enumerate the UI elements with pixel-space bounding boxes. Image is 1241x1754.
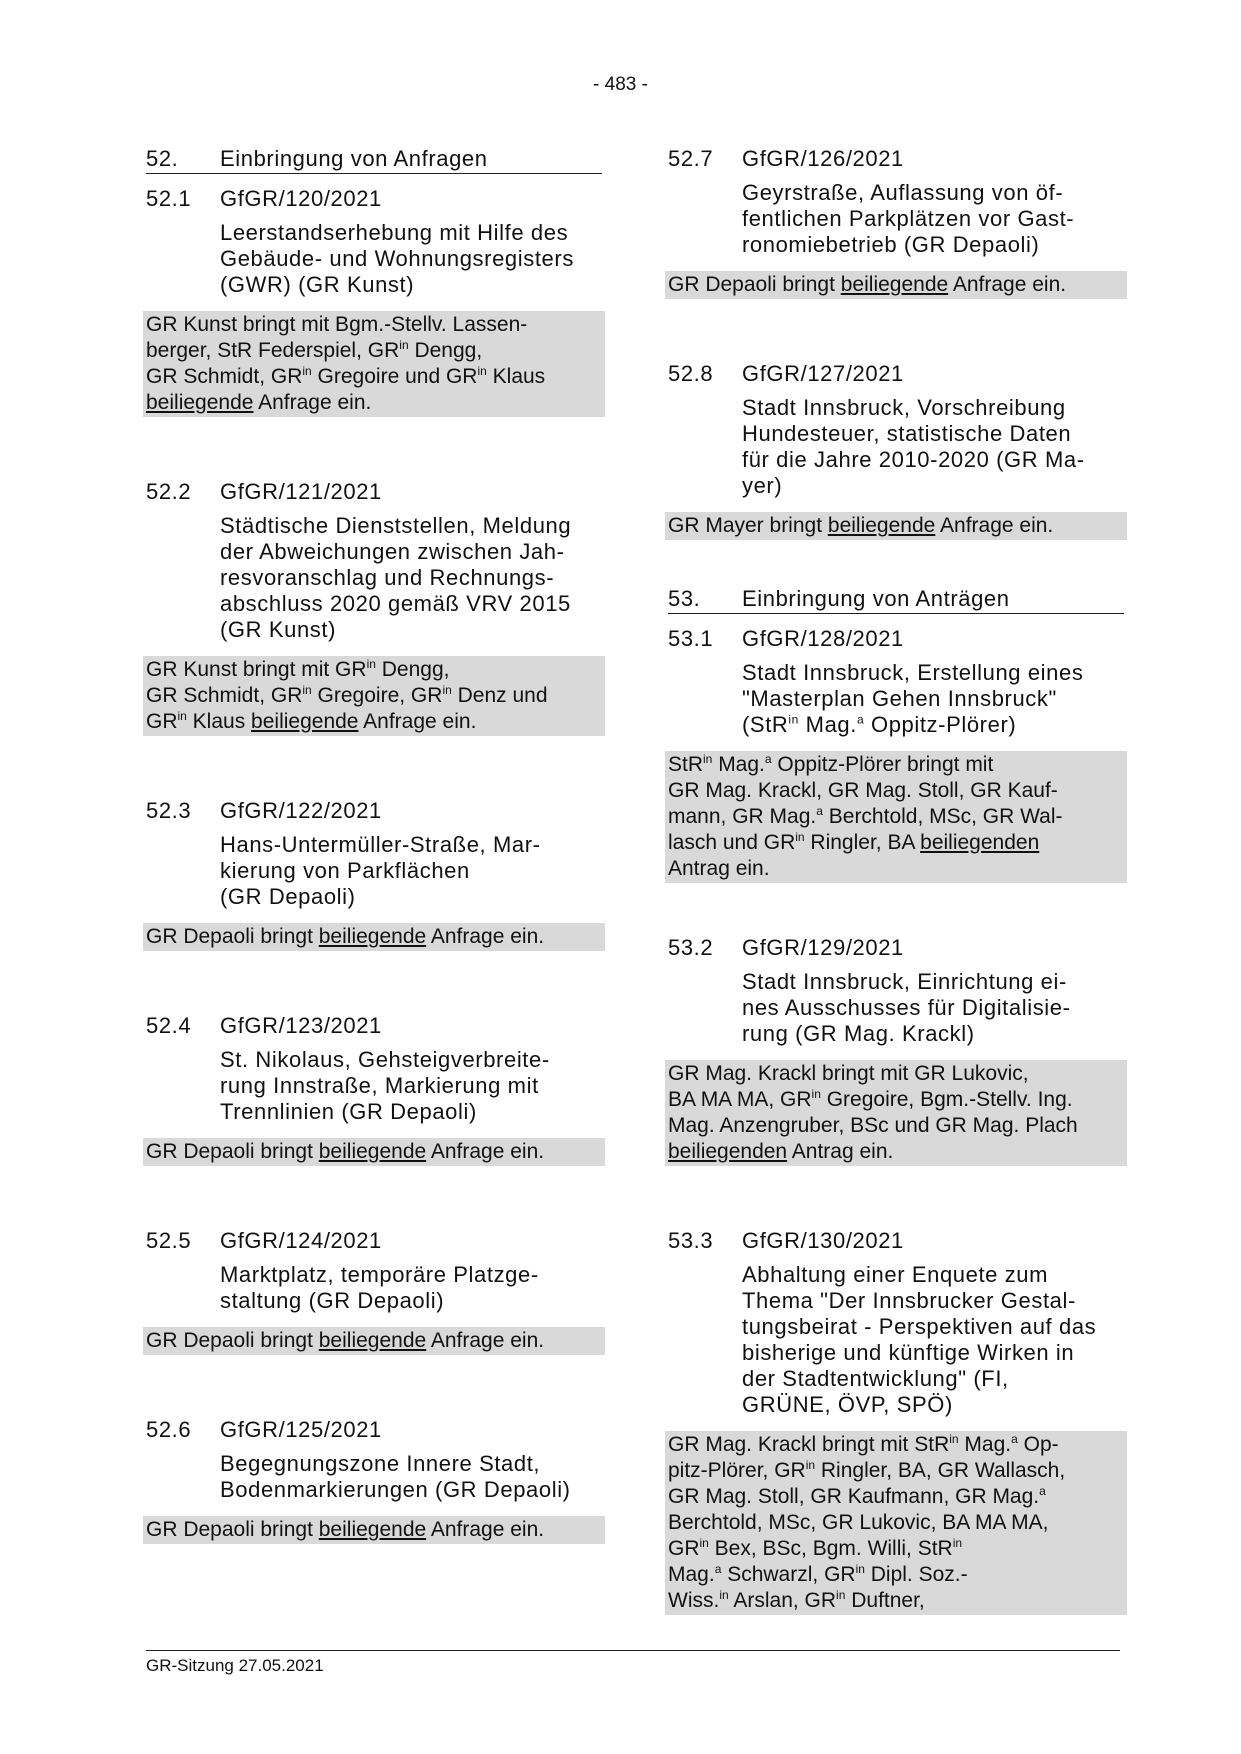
motion-box: GR Mayer bringt beiliegende Anfrage ein. xyxy=(665,512,1127,540)
title-line: (GWR) (GR Kunst) xyxy=(220,272,415,297)
box-line: GR Mag. Stoll, GR Kaufmann, GR Mag.$^a$ xyxy=(668,1484,1046,1508)
item-number: 53.1 xyxy=(668,626,714,651)
item-title xyxy=(220,832,602,910)
box-line: Wiss.$^{in}$ Arslan, $GR^{in}$ Duftner, xyxy=(668,1588,925,1612)
underlined-text: beiliegenden xyxy=(668,1140,788,1163)
agenda-item-52-2 xyxy=(146,479,602,736)
underlined-text: beiliegende xyxy=(251,710,359,733)
title-line: Thema "Der Innsbrucker Gestal- xyxy=(742,1288,1076,1313)
agenda-item-52-5 xyxy=(146,1228,602,1355)
motion-box xyxy=(665,1431,1127,1615)
right-column xyxy=(668,146,1124,1615)
item-reference: GfGR/125/2021 xyxy=(220,1417,382,1442)
section-heading-52 xyxy=(146,146,602,174)
title-line: Gebäude- und Wohnungsregisters xyxy=(220,246,574,271)
underlined-text: beiliegende xyxy=(146,391,254,414)
item-reference: GfGR/129/2021 xyxy=(742,935,904,960)
box-line: GR Mag. Krackl, GR Mag. Stoll, GR Kauf- xyxy=(668,779,1058,802)
item-title xyxy=(742,180,1124,258)
motion-box: GR Depaoli bringt beiliegende Anfrage ein. xyxy=(143,1516,605,1544)
title-line: GRÜNE, ÖVP, SPÖ) xyxy=(742,1392,953,1417)
title-line: tungsbeirat - Perspektiven auf das xyxy=(742,1314,1097,1339)
agenda-item-52-8 xyxy=(668,361,1124,540)
title-line: abschluss 2020 gemäß VRV 2015 xyxy=(220,591,571,616)
agenda-item-52-3 xyxy=(146,798,602,951)
item-number: 52.1 xyxy=(146,186,192,211)
item-reference: GfGR/121/2021 xyxy=(220,479,382,504)
box-line: GR Kunst bringt mit Bgm.-Stellv. Lassen- xyxy=(146,313,528,336)
motion-box xyxy=(143,311,605,417)
item-number: 52.2 xyxy=(146,479,192,504)
item-title xyxy=(742,660,1124,738)
item-title xyxy=(220,1262,602,1314)
item-number: 53.3 xyxy=(668,1228,714,1253)
item-title xyxy=(220,513,602,643)
underlined-text: beiliegende xyxy=(318,1140,427,1163)
item-reference: GfGR/124/2021 xyxy=(220,1228,382,1253)
box-line: $GR^{in}$ Klaus beiliegende Anfrage ein. xyxy=(146,709,477,733)
title-line: der Stadtentwicklung" (FI, xyxy=(742,1366,1009,1391)
box-line: Mag.$^a$ Schwarzl, $GR^{in}$ Dipl. Soz.- xyxy=(668,1562,968,1586)
agenda-item-53-1 xyxy=(668,626,1124,883)
box-line: GR Schmidt, $GR^{in}$ Gregoire und $GR^{in}$ Klaus xyxy=(146,364,546,388)
title-line: bisherige und künftige Wirken in xyxy=(742,1340,1075,1365)
box-line: berger, StR Federspiel, $GR^{in}$ Dengg, xyxy=(146,338,483,362)
title-line: (GR Depaoli) xyxy=(220,884,356,909)
section-number: 52. xyxy=(146,146,179,171)
box-line: Mag. Anzengruber, BSc und GR Mag. Plach xyxy=(668,1114,1078,1137)
agenda-item-52-4 xyxy=(146,1013,602,1166)
box-line: GR Schmidt, $GR^{in}$ Gregoire, $GR^{in}$ Denz und xyxy=(146,683,548,707)
box-line: mann, GR Mag.$^a$ Berchtold, MSc, GR Wal- xyxy=(668,804,1063,828)
title-line: Hans-Untermüller-Straße, Mar- xyxy=(220,832,541,857)
title-line: Städtische Dienststellen, Meldung xyxy=(220,513,572,538)
item-reference: GfGR/120/2021 xyxy=(220,186,382,211)
agenda-item-53-3 xyxy=(668,1228,1124,1615)
title-line: (GR Kunst) xyxy=(220,617,337,642)
title-line: der Abweichungen zwischen Jah- xyxy=(220,539,565,564)
title-line: yer) xyxy=(742,473,783,498)
box-line: Antrag ein. xyxy=(668,857,770,880)
section-title: Einbringung von Anfragen xyxy=(220,146,488,171)
title-line: rung (GR Mag. Krackl) xyxy=(742,1021,975,1046)
title-line: für die Jahre 2010-2020 (GR Ma- xyxy=(742,447,1085,472)
box-line: lasch und $GR^{in}$ Ringler, BA beiliegenden xyxy=(668,830,1040,854)
title-line: Stadt Innsbruck, Einrichtung ei- xyxy=(742,969,1067,994)
box-line: BA MA MA, $GR^{in}$ Gregoire, Bgm.-Stellv. Ing. xyxy=(668,1087,1073,1111)
box-line: beiliegenden Antrag ein. xyxy=(668,1140,894,1163)
title-line: Bodenmarkierungen (GR Depaoli) xyxy=(220,1477,571,1502)
item-reference: GfGR/122/2021 xyxy=(220,798,382,823)
underlined-text: beiliegende xyxy=(827,514,936,537)
item-number: 53.2 xyxy=(668,935,714,960)
box-line: GR Mag. Krackl bringt mit GR Lukovic, xyxy=(668,1062,1029,1085)
title-line: Geyrstraße, Auflassung von öf- xyxy=(742,180,1064,205)
item-reference: GfGR/123/2021 xyxy=(220,1013,382,1038)
title-line: fentlichen Parkplätzen vor Gast- xyxy=(742,206,1075,231)
title-line: staltung (GR Depaoli) xyxy=(220,1288,445,1313)
item-reference: GfGR/130/2021 xyxy=(742,1228,904,1253)
item-number: 52.6 xyxy=(146,1417,192,1442)
motion-box: GR Depaoli bringt beiliegende Anfrage ein. xyxy=(143,1138,605,1166)
item-reference: GfGR/126/2021 xyxy=(742,146,904,171)
item-number: 52.3 xyxy=(146,798,192,823)
item-reference: GfGR/128/2021 xyxy=(742,626,904,651)
item-title xyxy=(742,969,1124,1047)
underlined-text: beiliegende xyxy=(318,925,427,948)
section-title: Einbringung von Anträgen xyxy=(742,586,1010,611)
underlined-text: beiliegenden xyxy=(920,831,1040,854)
box-line: beiliegende Anfrage ein. xyxy=(146,391,372,414)
item-title xyxy=(220,1047,602,1125)
agenda-item-52-7 xyxy=(668,146,1124,299)
underlined-text: beiliegende xyxy=(840,273,949,296)
item-number: 52.5 xyxy=(146,1228,192,1253)
title-line: Begegnungszone Innere Stadt, xyxy=(220,1451,541,1476)
item-number: 52.7 xyxy=(668,146,714,171)
box-line: GR Kunst bringt mit $GR^{in}$ Dengg, xyxy=(146,657,450,681)
box-line: Berchtold, MSc, GR Lukovic, BA MA MA, xyxy=(668,1511,1049,1534)
footer-divider xyxy=(146,1650,1120,1651)
title-line: Leerstandserhebung mit Hilfe des xyxy=(220,220,569,245)
title-line: ronomiebetrieb (GR Depaoli) xyxy=(742,232,1040,257)
motion-box: GR Depaoli bringt beiliegende Anfrage ein. xyxy=(665,271,1127,299)
item-title xyxy=(742,395,1124,499)
item-number: 52.4 xyxy=(146,1013,192,1038)
title-line: Trennlinien (GR Depaoli) xyxy=(220,1099,477,1124)
title-line: (StR$^{in}$ Mag.$^a$ Oppitz-Plörer) xyxy=(742,712,1017,737)
title-line: kierung von Parkflächen xyxy=(220,858,470,883)
section-number: 53. xyxy=(668,586,701,611)
underlined-text: beiliegende xyxy=(318,1518,427,1541)
title-line: Abhaltung einer Enquete zum xyxy=(742,1262,1049,1287)
title-line: Marktplatz, temporäre Platzge- xyxy=(220,1262,539,1287)
item-title xyxy=(220,1451,602,1503)
underlined-text: beiliegende xyxy=(318,1329,427,1352)
motion-box: GR Depaoli bringt beiliegende Anfrage ein. xyxy=(143,923,605,951)
box-line: $GR^{in}$ Bex, BSc, Bgm. Willi, StR$^{in}$ xyxy=(668,1536,963,1560)
box-line: StR$^{in}$ Mag.$^a$ Oppitz-Plörer bringt mit xyxy=(668,752,994,776)
page-number: - 483 - xyxy=(593,74,648,95)
motion-box: GR Depaoli bringt beiliegende Anfrage ein. xyxy=(143,1327,605,1355)
box-line: pitz-Plörer, $GR^{in}$ Ringler, BA, GR Wallasch, xyxy=(668,1458,1066,1482)
footer-text: GR-Sitzung 27.05.2021 xyxy=(146,1656,324,1675)
motion-box xyxy=(665,1060,1127,1166)
title-line: rung Innstraße, Markierung mit xyxy=(220,1073,539,1098)
item-title xyxy=(220,220,602,298)
section-heading-53 xyxy=(668,586,1124,614)
title-line: Hundesteuer, statistische Daten xyxy=(742,421,1072,446)
title-line: Stadt Innsbruck, Vorschreibung xyxy=(742,395,1066,420)
title-line: "Masterplan Gehen Innsbruck" xyxy=(742,686,1057,711)
agenda-item-52-1 xyxy=(146,186,602,417)
item-title xyxy=(742,1262,1124,1418)
motion-box xyxy=(665,751,1127,883)
left-column xyxy=(146,146,602,1544)
agenda-item-52-6 xyxy=(146,1417,602,1544)
title-line: St. Nikolaus, Gehsteigverbreite- xyxy=(220,1047,550,1072)
agenda-item-53-2 xyxy=(668,935,1124,1166)
box-line: GR Mag. Krackl bringt mit StR$^{in}$ Mag.$^a$ Op- xyxy=(668,1432,1059,1456)
item-number: 52.8 xyxy=(668,361,714,386)
item-reference: GfGR/127/2021 xyxy=(742,361,904,386)
title-line: resvoranschlag und Rechnungs- xyxy=(220,565,555,590)
motion-box xyxy=(143,656,605,736)
title-line: nes Ausschusses für Digitalisie- xyxy=(742,995,1071,1020)
title-line: Stadt Innsbruck, Erstellung eines xyxy=(742,660,1084,685)
